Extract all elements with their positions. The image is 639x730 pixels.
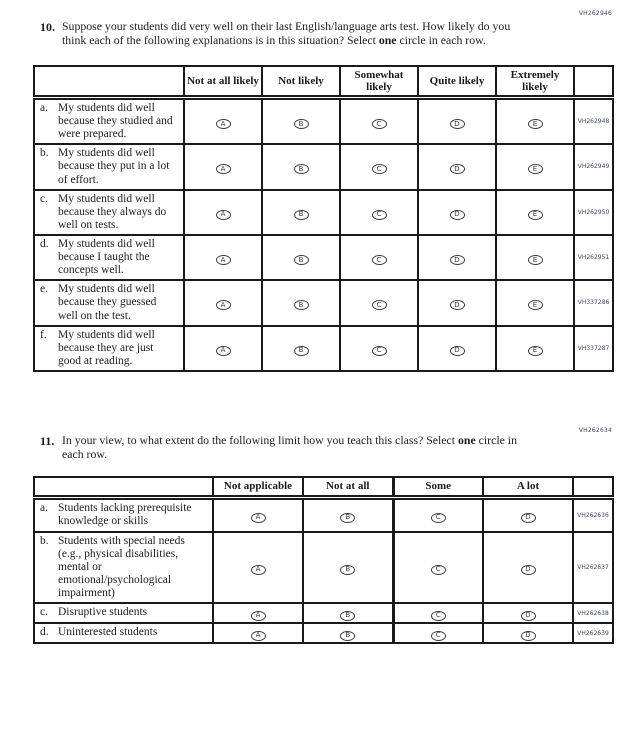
table-row xyxy=(34,235,613,280)
answer-circle-b[interactable]: B xyxy=(294,346,309,356)
answer-cell xyxy=(303,532,393,604)
answer-circle-c[interactable]: C xyxy=(431,513,446,523)
answer-cell xyxy=(213,603,303,623)
column-header: Extremely likely xyxy=(496,66,574,98)
answer-circle-d[interactable]: D xyxy=(450,210,465,220)
answer-cell xyxy=(262,235,340,280)
answer-circle-c[interactable]: C xyxy=(372,164,387,174)
row-statement-text: Disruptive students xyxy=(58,606,148,619)
row-code: VH262639 xyxy=(573,623,613,643)
answer-cell xyxy=(184,280,262,325)
table-row xyxy=(34,623,613,643)
question-10-text-after: circle in each row. xyxy=(396,32,486,47)
row-code: VH337286 xyxy=(574,280,613,325)
row-letter: d. xyxy=(40,626,49,639)
answer-circle-a[interactable]: A xyxy=(216,210,231,220)
column-header: Somewhat likely xyxy=(340,66,418,98)
answer-cell xyxy=(262,190,340,235)
answer-circle-c[interactable]: C xyxy=(372,210,387,220)
question-11-response-grid xyxy=(33,476,614,644)
answer-circle-d[interactable]: D xyxy=(521,565,536,575)
row-statement-text: My students did well because they studied and were prepared. xyxy=(58,102,173,141)
row-code: VH262636 xyxy=(573,498,613,532)
answer-cell xyxy=(262,280,340,325)
answer-cell xyxy=(418,144,496,189)
column-header: Quite likely xyxy=(418,66,496,98)
answer-circle-b[interactable]: B xyxy=(294,255,309,265)
answer-circle-a[interactable]: A xyxy=(251,631,266,641)
answer-circle-c[interactable]: C xyxy=(431,565,446,575)
answer-cell xyxy=(418,280,496,325)
answer-cell xyxy=(418,190,496,235)
answer-cell xyxy=(213,532,303,604)
answer-cell xyxy=(483,603,573,623)
table-row xyxy=(34,144,613,189)
question-10-number: 10. xyxy=(40,20,55,34)
answer-circle-b[interactable]: B xyxy=(294,210,309,220)
table-row xyxy=(34,603,613,623)
question-11-text-after: circle in each row. xyxy=(62,432,517,461)
answer-cell xyxy=(496,326,574,371)
answer-cell xyxy=(496,235,574,280)
answer-circle-a[interactable]: A xyxy=(216,300,231,310)
row-letter: a. xyxy=(40,102,48,114)
answer-circle-a[interactable]: A xyxy=(251,513,266,523)
row-letter: a. xyxy=(40,502,48,515)
answer-cell xyxy=(184,98,262,145)
answer-cell xyxy=(340,144,418,189)
row-statement-text: My students did well because they put in a lot of effort. xyxy=(58,147,170,186)
question-11-text xyxy=(62,434,517,462)
question-11 xyxy=(0,426,639,644)
answer-circle-e[interactable]: E xyxy=(528,300,543,310)
answer-circle-e[interactable]: E xyxy=(528,119,543,129)
answer-cell xyxy=(393,623,483,643)
answer-circle-a[interactable]: A xyxy=(251,565,266,575)
answer-cell xyxy=(340,280,418,325)
answer-cell xyxy=(483,623,573,643)
answer-cell xyxy=(184,144,262,189)
row-statement xyxy=(34,144,184,189)
row-statement-text: My students did well because I taught the concepts well. xyxy=(58,237,155,277)
question-10-accession-code: VH262946 xyxy=(578,10,612,17)
answer-circle-c[interactable]: C xyxy=(372,255,387,265)
code-column-header xyxy=(574,66,613,98)
row-code: VH262949 xyxy=(574,144,613,189)
row-statement xyxy=(34,98,184,145)
column-header: Not at all likely xyxy=(184,66,262,98)
answer-circle-d[interactable]: D xyxy=(450,255,465,265)
answer-circle-c[interactable]: C xyxy=(372,300,387,310)
question-10-text-bold: one xyxy=(378,32,397,47)
answer-circle-b[interactable]: B xyxy=(294,164,309,174)
table-row xyxy=(34,280,613,325)
answer-cell xyxy=(418,326,496,371)
answer-circle-e[interactable]: E xyxy=(528,255,543,265)
answer-circle-d[interactable]: D xyxy=(450,119,465,129)
row-code: VH262637 xyxy=(573,532,613,604)
column-header: Some xyxy=(393,477,483,498)
row-statement-text: My students did well because they guessed well on the test. xyxy=(58,283,157,322)
answer-circle-c[interactable]: C xyxy=(431,631,446,641)
table-row xyxy=(34,326,613,371)
row-letter: f. xyxy=(40,328,47,341)
answer-cell xyxy=(262,326,340,371)
question-11-prompt xyxy=(0,434,639,462)
row-code: VH262950 xyxy=(574,190,613,235)
answer-cell xyxy=(496,190,574,235)
row-statement xyxy=(34,190,184,235)
answer-circle-c[interactable]: C xyxy=(372,346,387,356)
answer-cell xyxy=(496,144,574,189)
answer-cell xyxy=(262,98,340,145)
answer-circle-e[interactable]: E xyxy=(528,210,543,220)
question-10-text-before: Suppose your students did very well on their last English/language arts test. How likely do you think each of the following explanations is in this situation? Select xyxy=(62,19,511,47)
answer-circle-b[interactable]: B xyxy=(340,631,355,641)
answer-circle-a[interactable]: A xyxy=(216,164,231,174)
row-letter: e. xyxy=(40,283,48,296)
question-11-text-bold: one xyxy=(458,432,476,447)
answer-cell xyxy=(184,326,262,371)
answer-cell xyxy=(303,498,393,532)
row-statement-text: My students did well because they always do well on tests. xyxy=(58,192,167,231)
answer-circle-d[interactable]: D xyxy=(450,300,465,310)
row-statement-text: My students did well because they are just good at reading. xyxy=(58,328,155,367)
answer-circle-c[interactable]: C xyxy=(372,119,387,129)
row-code: VH262638 xyxy=(573,603,613,623)
question-11-text-before: In your view, to what extent do the following limit how you teach this class? Select xyxy=(62,432,458,447)
answer-cell xyxy=(340,190,418,235)
answer-circle-a[interactable]: A xyxy=(216,255,231,265)
answer-cell xyxy=(393,498,483,532)
answer-circle-e[interactable]: E xyxy=(528,164,543,174)
answer-circle-a[interactable]: A xyxy=(251,611,266,621)
answer-cell xyxy=(393,532,483,604)
answer-cell xyxy=(340,326,418,371)
answer-circle-a[interactable]: A xyxy=(216,346,231,356)
answer-cell xyxy=(418,235,496,280)
table-row xyxy=(34,532,613,604)
question-10-text xyxy=(62,20,517,48)
column-header: A lot xyxy=(483,477,573,498)
answer-cell xyxy=(496,280,574,325)
row-statement xyxy=(34,603,213,623)
row-code: VH337287 xyxy=(574,326,613,371)
question-11-number: 11. xyxy=(40,433,55,448)
column-header: Not likely xyxy=(262,66,340,98)
answer-cell xyxy=(213,623,303,643)
row-letter: c. xyxy=(40,192,48,205)
answer-cell xyxy=(213,498,303,532)
answer-circle-d[interactable]: D xyxy=(521,611,536,621)
row-letter: d. xyxy=(40,237,49,250)
answer-circle-b[interactable]: B xyxy=(340,513,355,523)
answer-circle-d[interactable]: D xyxy=(450,346,465,356)
table-row xyxy=(34,498,613,532)
answer-cell xyxy=(340,235,418,280)
answer-circle-e[interactable]: E xyxy=(528,346,543,356)
question-11-accession-code: VH262634 xyxy=(578,426,612,434)
row-statement-text: Students lacking prerequisite knowledge or skills xyxy=(58,502,192,528)
answer-cell xyxy=(496,98,574,145)
answer-cell xyxy=(303,603,393,623)
header-row xyxy=(34,66,613,98)
row-statement xyxy=(34,532,213,604)
row-statement-text: Uninterested students xyxy=(58,626,158,639)
row-statement xyxy=(34,623,213,643)
answer-cell xyxy=(340,98,418,145)
question-10-response-grid xyxy=(33,65,614,372)
answer-circle-b[interactable]: B xyxy=(340,565,355,575)
column-header: Not applicable xyxy=(213,477,303,498)
answer-circle-d[interactable]: D xyxy=(521,631,536,641)
corner-cell xyxy=(34,477,213,498)
column-header: Not at all xyxy=(303,477,393,498)
answer-circle-b[interactable]: B xyxy=(294,300,309,310)
row-statement-text: Students with special needs (e.g., physical disabilities, mental or emotional/psychological impairment) xyxy=(58,534,185,599)
table-row xyxy=(34,98,613,145)
answer-circle-b[interactable]: B xyxy=(340,611,355,621)
row-letter: c. xyxy=(40,606,48,619)
answer-cell xyxy=(262,144,340,189)
question-10-prompt xyxy=(0,20,639,48)
answer-cell xyxy=(418,98,496,145)
table-row xyxy=(34,190,613,235)
row-code: VH262948 xyxy=(574,98,613,145)
row-letter: b. xyxy=(40,534,49,547)
row-letter: b. xyxy=(40,147,49,160)
row-statement xyxy=(34,280,184,325)
corner-cell xyxy=(34,66,184,98)
answer-cell xyxy=(184,235,262,280)
answer-circle-d[interactable]: D xyxy=(450,164,465,174)
row-code: VH262951 xyxy=(574,235,613,280)
row-statement xyxy=(34,235,184,280)
answer-cell xyxy=(184,190,262,235)
answer-cell xyxy=(393,603,483,623)
row-statement xyxy=(34,326,184,371)
header-row xyxy=(34,477,613,498)
answer-cell xyxy=(483,532,573,604)
answer-circle-c[interactable]: C xyxy=(431,611,446,621)
answer-cell xyxy=(483,498,573,532)
answer-circle-b[interactable]: B xyxy=(294,119,309,129)
answer-cell xyxy=(303,623,393,643)
answer-circle-a[interactable]: A xyxy=(216,119,231,129)
answer-circle-d[interactable]: D xyxy=(521,513,536,523)
row-statement xyxy=(34,498,213,532)
code-column-header xyxy=(573,477,613,498)
